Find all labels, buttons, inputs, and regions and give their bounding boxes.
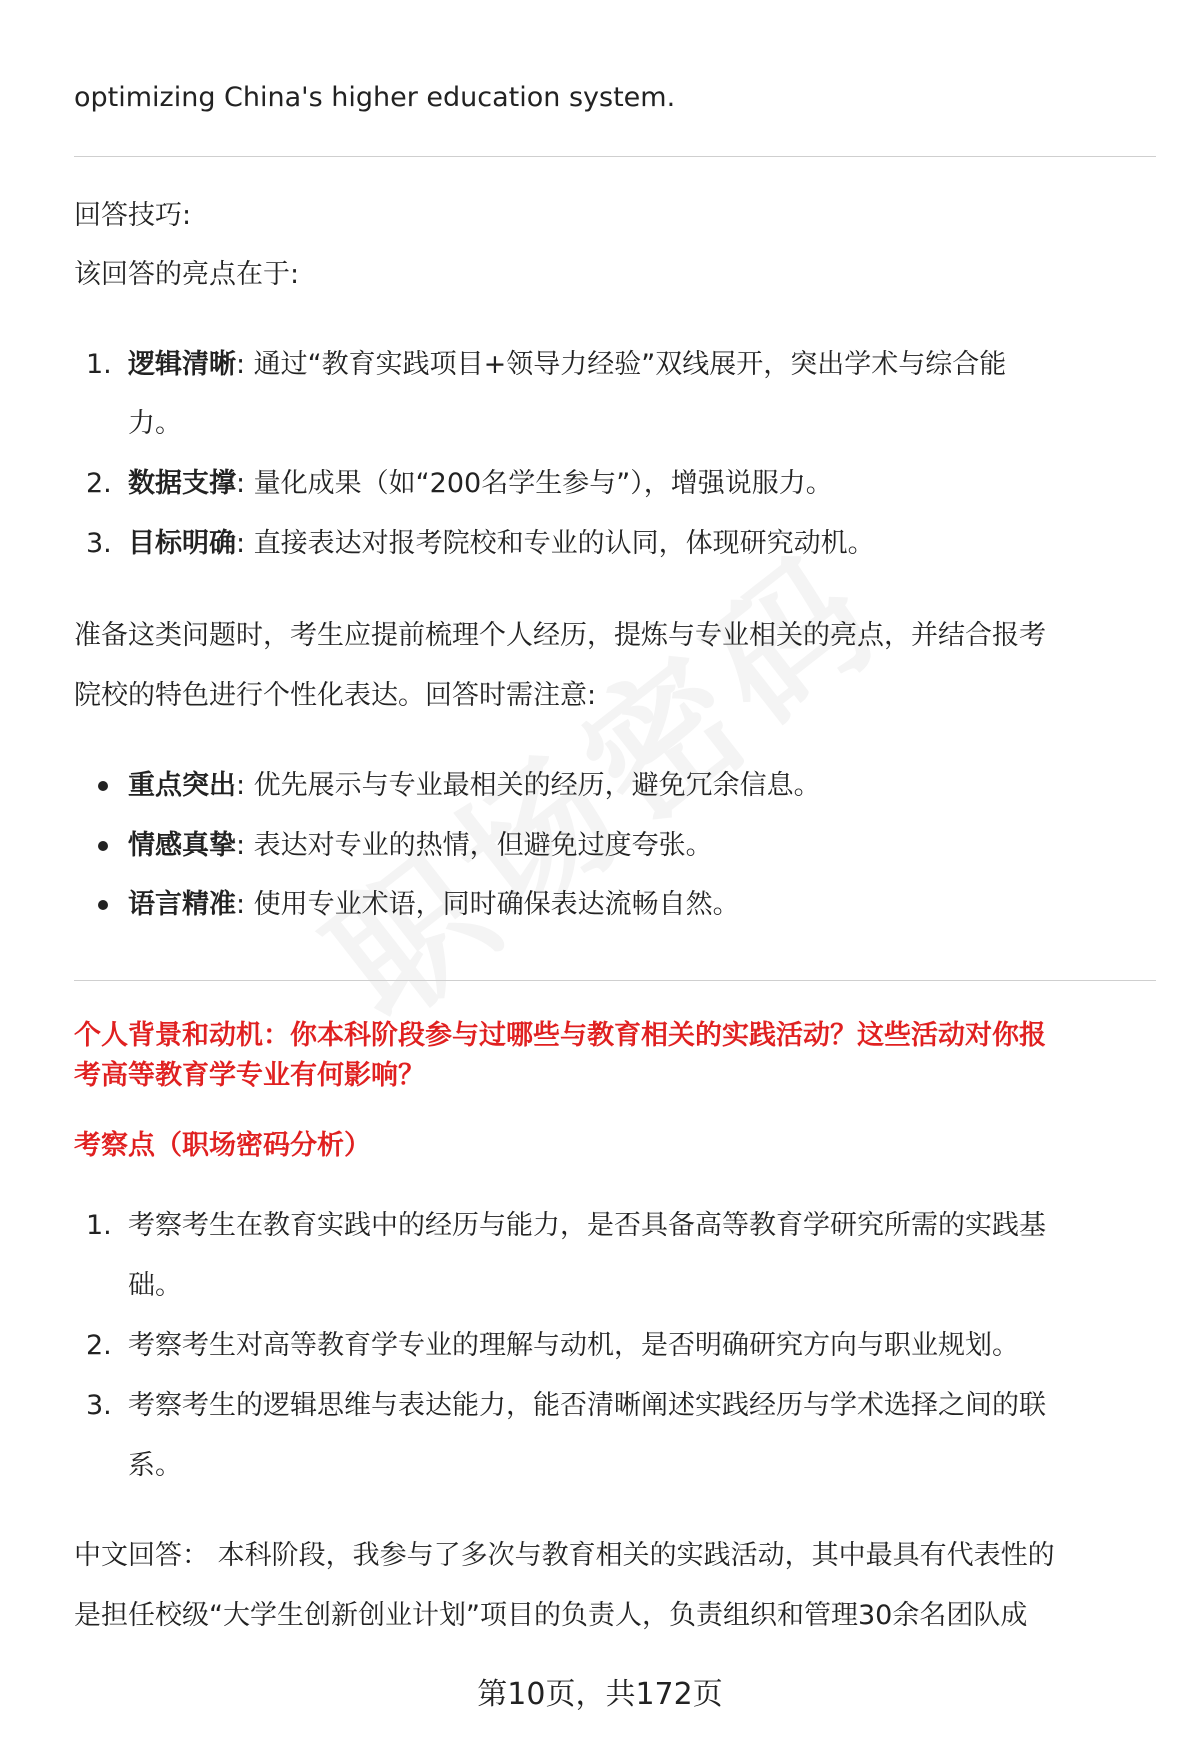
list-number: 2.: [86, 1330, 112, 1361]
list-item: [128, 524, 1168, 564]
list-number: 1.: [86, 1210, 112, 1241]
list-item-continuation: 础。: [128, 1270, 182, 1301]
answer-line: 是担任校级“大学生创新创业计划”项目的负责人，负责组织和管理30余名团队成: [74, 1600, 1028, 1631]
bullet-item: [128, 826, 1168, 866]
list-item-continuation: 系。: [128, 1450, 182, 1481]
item-text: : 使用专业术语，同时确保表达流畅自然。: [236, 889, 740, 920]
answer-line: 中文回答： 本科阶段，我参与了多次与教育相关的实践活动，其中最具有代表性的: [74, 1540, 1055, 1571]
item-text: : 通过“教育实践项目+领导力经验”双线展开，突出学术与综合能: [236, 349, 1007, 380]
bullet-icon: [98, 781, 108, 791]
list-number: 3.: [86, 1390, 112, 1421]
question-heading-line: 考高等教育学专业有何影响？: [74, 1060, 425, 1091]
bullet-item: [128, 766, 1168, 806]
item-text: : 量化成果（如“200名学生参与”），增强说服力。: [236, 468, 833, 499]
item-keyword: 语言精准: [128, 889, 236, 920]
item-text: : 优先展示与专业最相关的经历，避免冗余信息。: [236, 770, 821, 801]
list-item: 考察考生在教育实践中的经历与能力，是否具备高等教育学研究所需的实践基: [128, 1210, 1046, 1241]
item-keyword: 数据支撑: [128, 468, 236, 499]
item-keyword: 目标明确: [128, 528, 236, 559]
divider: [74, 156, 1156, 157]
list-number: 2.: [86, 468, 112, 499]
divider: [74, 980, 1156, 981]
tips-heading: 回答技巧:: [74, 200, 192, 231]
item-keyword: 情感真挚: [128, 830, 236, 861]
list-number: 3.: [86, 528, 112, 559]
prep-paragraph-line: 院校的特色进行个性化表达。回答时需注意:: [74, 680, 597, 711]
bullet-icon: [98, 841, 108, 851]
item-keyword: 重点突出: [128, 770, 236, 801]
question-heading-line: 个人背景和动机：你本科阶段参与过哪些与教育相关的实践活动？这些活动对你报: [74, 1020, 1046, 1051]
page-number: 第10页，共172页: [477, 1677, 723, 1712]
item-text: : 直接表达对报考院校和专业的认同，体现研究动机。: [236, 528, 875, 559]
item-keyword: 逻辑清晰: [128, 349, 236, 380]
tips-intro: 该回答的亮点在于:: [74, 259, 300, 290]
list-item: [128, 345, 1168, 385]
list-item: 考察考生的逻辑思维与表达能力，能否清晰阐述实践经历与学术选择之间的联: [128, 1390, 1046, 1421]
continued-text-line: optimizing China's higher education system.: [74, 82, 676, 113]
list-item-continuation: 力。: [128, 408, 182, 439]
item-text: : 表达对专业的热情，但避免过度夸张。: [236, 830, 713, 861]
exam-points-heading: 考察点（职场密码分析）: [74, 1130, 371, 1161]
list-item: [128, 464, 1168, 504]
prep-paragraph-line: 准备这类问题时，考生应提前梳理个人经历，提炼与专业相关的亮点，并结合报考: [74, 620, 1046, 651]
bullet-item: [128, 885, 1168, 925]
list-number: 1.: [86, 349, 112, 380]
bullet-icon: [98, 900, 108, 910]
list-item: 考察考生对高等教育学专业的理解与动机，是否明确研究方向与职业规划。: [128, 1330, 1019, 1361]
